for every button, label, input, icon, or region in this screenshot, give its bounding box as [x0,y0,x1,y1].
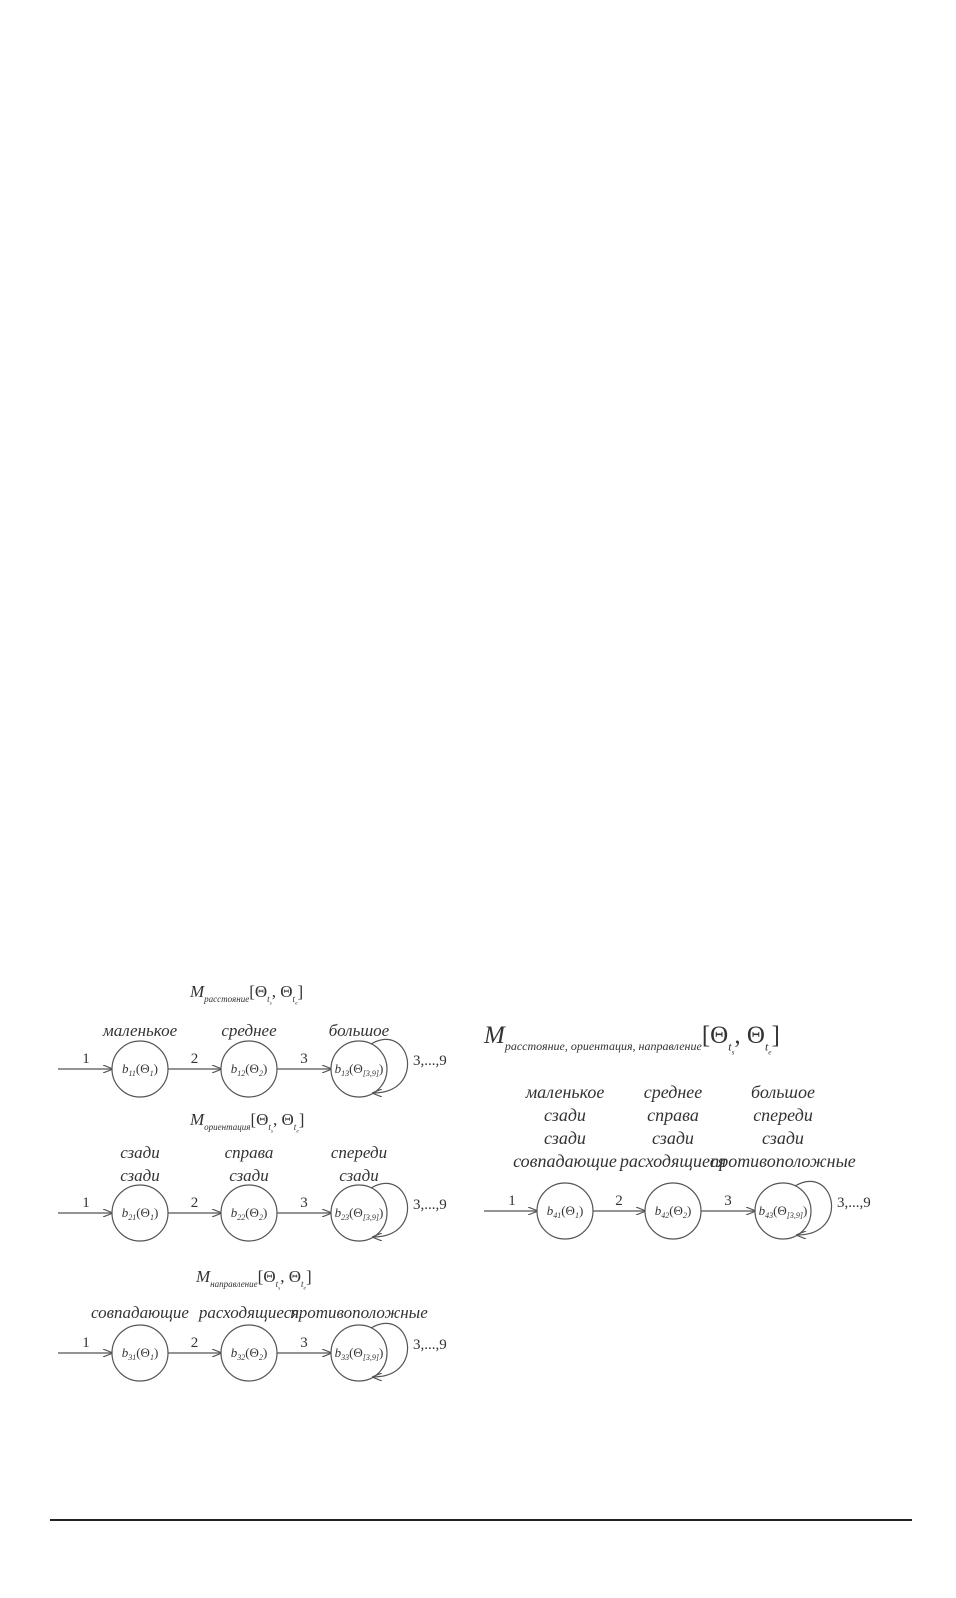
automaton-title: $M_{расстояние}[\Theta_ts$, $\Theta_te$] [190,982,304,1007]
transition-label: 3 [724,1193,732,1209]
state-name: $b_{43}(\Theta_{[3,9]})$ [758,1203,808,1220]
state-name: $b_{13}(\Theta_{[3,9]})$ [334,1061,384,1078]
automaton-title: $M_{ориентация}[\Theta_ts$, $\Theta_te$] [190,1110,305,1135]
state-label: совпадающие [513,1151,617,1171]
transition-label: 2 [615,1193,623,1209]
state-name: $b_{23}(\Theta_{[3,9]})$ [334,1205,384,1222]
state-name: $b_{41}(\Theta_1)$ [546,1203,584,1220]
state-label: среднее [221,1021,277,1040]
automaton-direction [58,1267,447,1381]
state-label: расходящиеся [619,1151,727,1171]
state-label: сзади [120,1166,160,1185]
state-name: $b_{32}(\Theta_2)$ [230,1345,268,1362]
automaton-distance [58,982,447,1097]
state-name: $b_{22}(\Theta_2)$ [230,1205,268,1222]
state-name: $b_{12}(\Theta_2)$ [230,1061,268,1078]
transition-label: 1 [82,1051,90,1067]
automaton-orientation [58,1110,447,1241]
self-loop-label: 3,...,9 [837,1195,871,1211]
self-loop-label: 3,...,9 [413,1337,447,1353]
state-name: $b_{21}(\Theta_1)$ [121,1205,159,1222]
transition-label: 3 [300,1195,308,1211]
state-label: сзади [339,1166,379,1185]
state-label: большое [751,1082,815,1102]
state-label: противоположные [710,1151,856,1171]
state-label: маленькое [102,1021,178,1040]
state-label: маленькое [525,1082,605,1102]
transition-label: 3 [300,1051,308,1067]
state-name: $b_{33}(\Theta_{[3,9]})$ [334,1345,384,1362]
transition-label: 2 [190,1335,199,1351]
transition-label: 2 [190,1051,199,1067]
state-label: сзади [762,1128,804,1148]
transition-label: 2 [190,1195,199,1211]
state-name: $b_{11}(\Theta_1)$ [122,1061,158,1078]
state-label: справа [647,1105,699,1125]
state-label: сзади [120,1143,160,1162]
state-label: совпадающие [91,1303,189,1322]
transition-label: 1 [508,1193,516,1209]
transition-label: 3 [300,1335,308,1351]
bottom-rule [50,1519,912,1521]
self-loop-label: 3,...,9 [413,1197,447,1213]
transition-label: 1 [82,1195,90,1211]
state-label: сзади [229,1166,269,1185]
state-name: $b_{31}(\Theta_1)$ [121,1345,159,1362]
state-label: спереди [753,1105,813,1125]
automaton-title: $M_{расстояние, ориентация, направление}[\Theta_ts$, $\Theta_te$] [484,1022,780,1057]
automaton-title: $M_{направление}[\Theta_ts$, $\Theta_te$] [196,1267,312,1292]
transition-label: 1 [82,1335,90,1351]
state-label: большое [328,1021,390,1040]
state-name: $b_{42}(\Theta_2)$ [654,1203,692,1220]
state-label: противоположные [290,1303,428,1322]
state-label: справа [224,1143,274,1162]
self-loop-label: 3,...,9 [413,1053,447,1069]
state-label: сзади [544,1128,586,1148]
state-label: сзади [544,1105,586,1125]
state-label: среднее [643,1082,703,1102]
state-label: расходящиеся [198,1303,300,1322]
automaton-combined [483,1022,871,1239]
state-label: спереди [330,1143,388,1162]
state-label: сзади [652,1128,694,1148]
